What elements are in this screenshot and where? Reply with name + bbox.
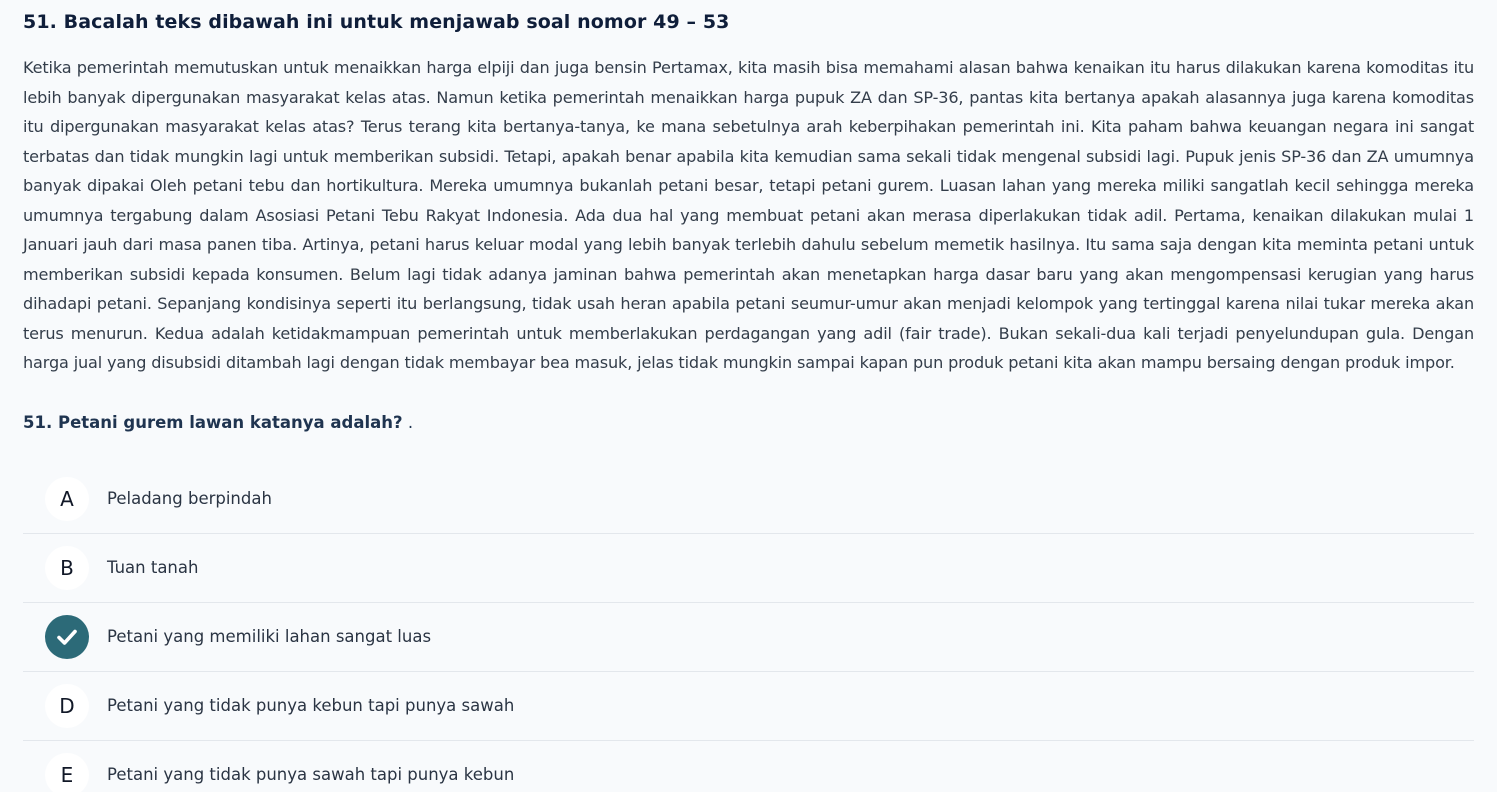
question-suffix: .	[402, 412, 414, 432]
option-c[interactable]	[23, 603, 1474, 672]
question-text: 51. Petani gurem lawan katanya adalah?	[23, 412, 403, 432]
option-c-text: Petani yang memiliki lahan sangat luas	[107, 627, 432, 646]
option-a-text: Peladang berpindah	[107, 489, 272, 508]
answer-options	[23, 465, 1474, 792]
option-d[interactable]	[23, 672, 1474, 741]
option-b-text: Tuan tanah	[107, 558, 199, 577]
option-a-letter: A	[45, 477, 89, 521]
option-b[interactable]	[23, 534, 1474, 603]
option-e-letter: E	[45, 753, 89, 792]
question-heading: 51. Bacalah teks dibawah ini untuk menjawab soal nomor 49 – 53	[23, 11, 730, 33]
option-e-text: Petani yang tidak punya sawah tapi punya kebun	[107, 765, 515, 784]
option-a[interactable]	[23, 465, 1474, 534]
checkmark-icon	[45, 615, 89, 659]
option-b-letter: B	[45, 546, 89, 590]
checkmark-icon-svg	[55, 625, 79, 649]
option-e[interactable]	[23, 741, 1474, 792]
option-d-text: Petani yang tidak punya kebun tapi punya sawah	[107, 696, 515, 715]
reading-passage: Ketika pemerintah memutuskan untuk menaikkan harga elpiji dan juga bensin Pertamax, kita masih bisa memahami alasan bahwa kenaikan itu harus dilakukan karena komoditas itu lebih banyak dipergunakan masyarakat kelas atas. Namun ketika pemerintah menaikkan harga pupuk ZA dan SP-36, pantas kita bertanya apakah alasannya juga karena komoditas itu dipergunakan masyarakat kelas atas? Terus terang kita bertanya-tanya, ke mana sebetulnya arah keberpihakan pemerintah ini. Kita paham bahwa keuangan negara ini sangat terbatas dan tidak mungkin lagi untuk memberikan subsidi. Tetapi, apakah benar apabila kita kemudian sama sekali tidak mengenal subsidi lagi. Pupuk jenis SP-36 dan ZA umumnya banyak dipakai Oleh petani tebu dan hortikultura. Mereka umumnya bukanlah petani besar, tetapi petani gurem. Luasan lahan yang mereka miliki sangatlah kecil sehingga mereka umumnya tergabung dalam Asosiasi Petani Tebu Rakyat Indonesia. Ada dua hal yang membuat petani akan merasa diperlakukan tidak adil. Pertama, kenaikan dilakukan mulai 1 Januari jauh dari masa panen tiba. Artinya, petani harus keluar modal yang lebih banyak terlebih dahulu sebelum memetik hasilnya. Itu sama saja dengan kita meminta petani untuk memberikan subsidi kepada konsumen. Belum lagi tidak adanya jaminan bahwa pemerintah akan menetapkan harga dasar baru yang akan mengompensasi kerugian yang harus dihadapi petani. Sepanjang kondisinya seperti itu berlangsung, tidak usah heran apabila petani seumur-umur akan menjadi kelompok yang tertinggal karena nilai tukar mereka akan terus menurun. Kedua adalah ketidakmampuan pemerintah untuk memberlakukan perdagangan yang adil (fair trade). Bukan sekali-dua kali terjadi penyelundupan gula. Dengan harga jual yang disubsidi ditambah lagi dengan tidak membayar bea masuk, jelas tidak mungkin sampai kapan pun produk petani kita akan mampu bersaing dengan produk impor.	[23, 58, 1474, 372]
question-prompt	[23, 411, 1474, 435]
option-d-letter: D	[45, 684, 89, 728]
